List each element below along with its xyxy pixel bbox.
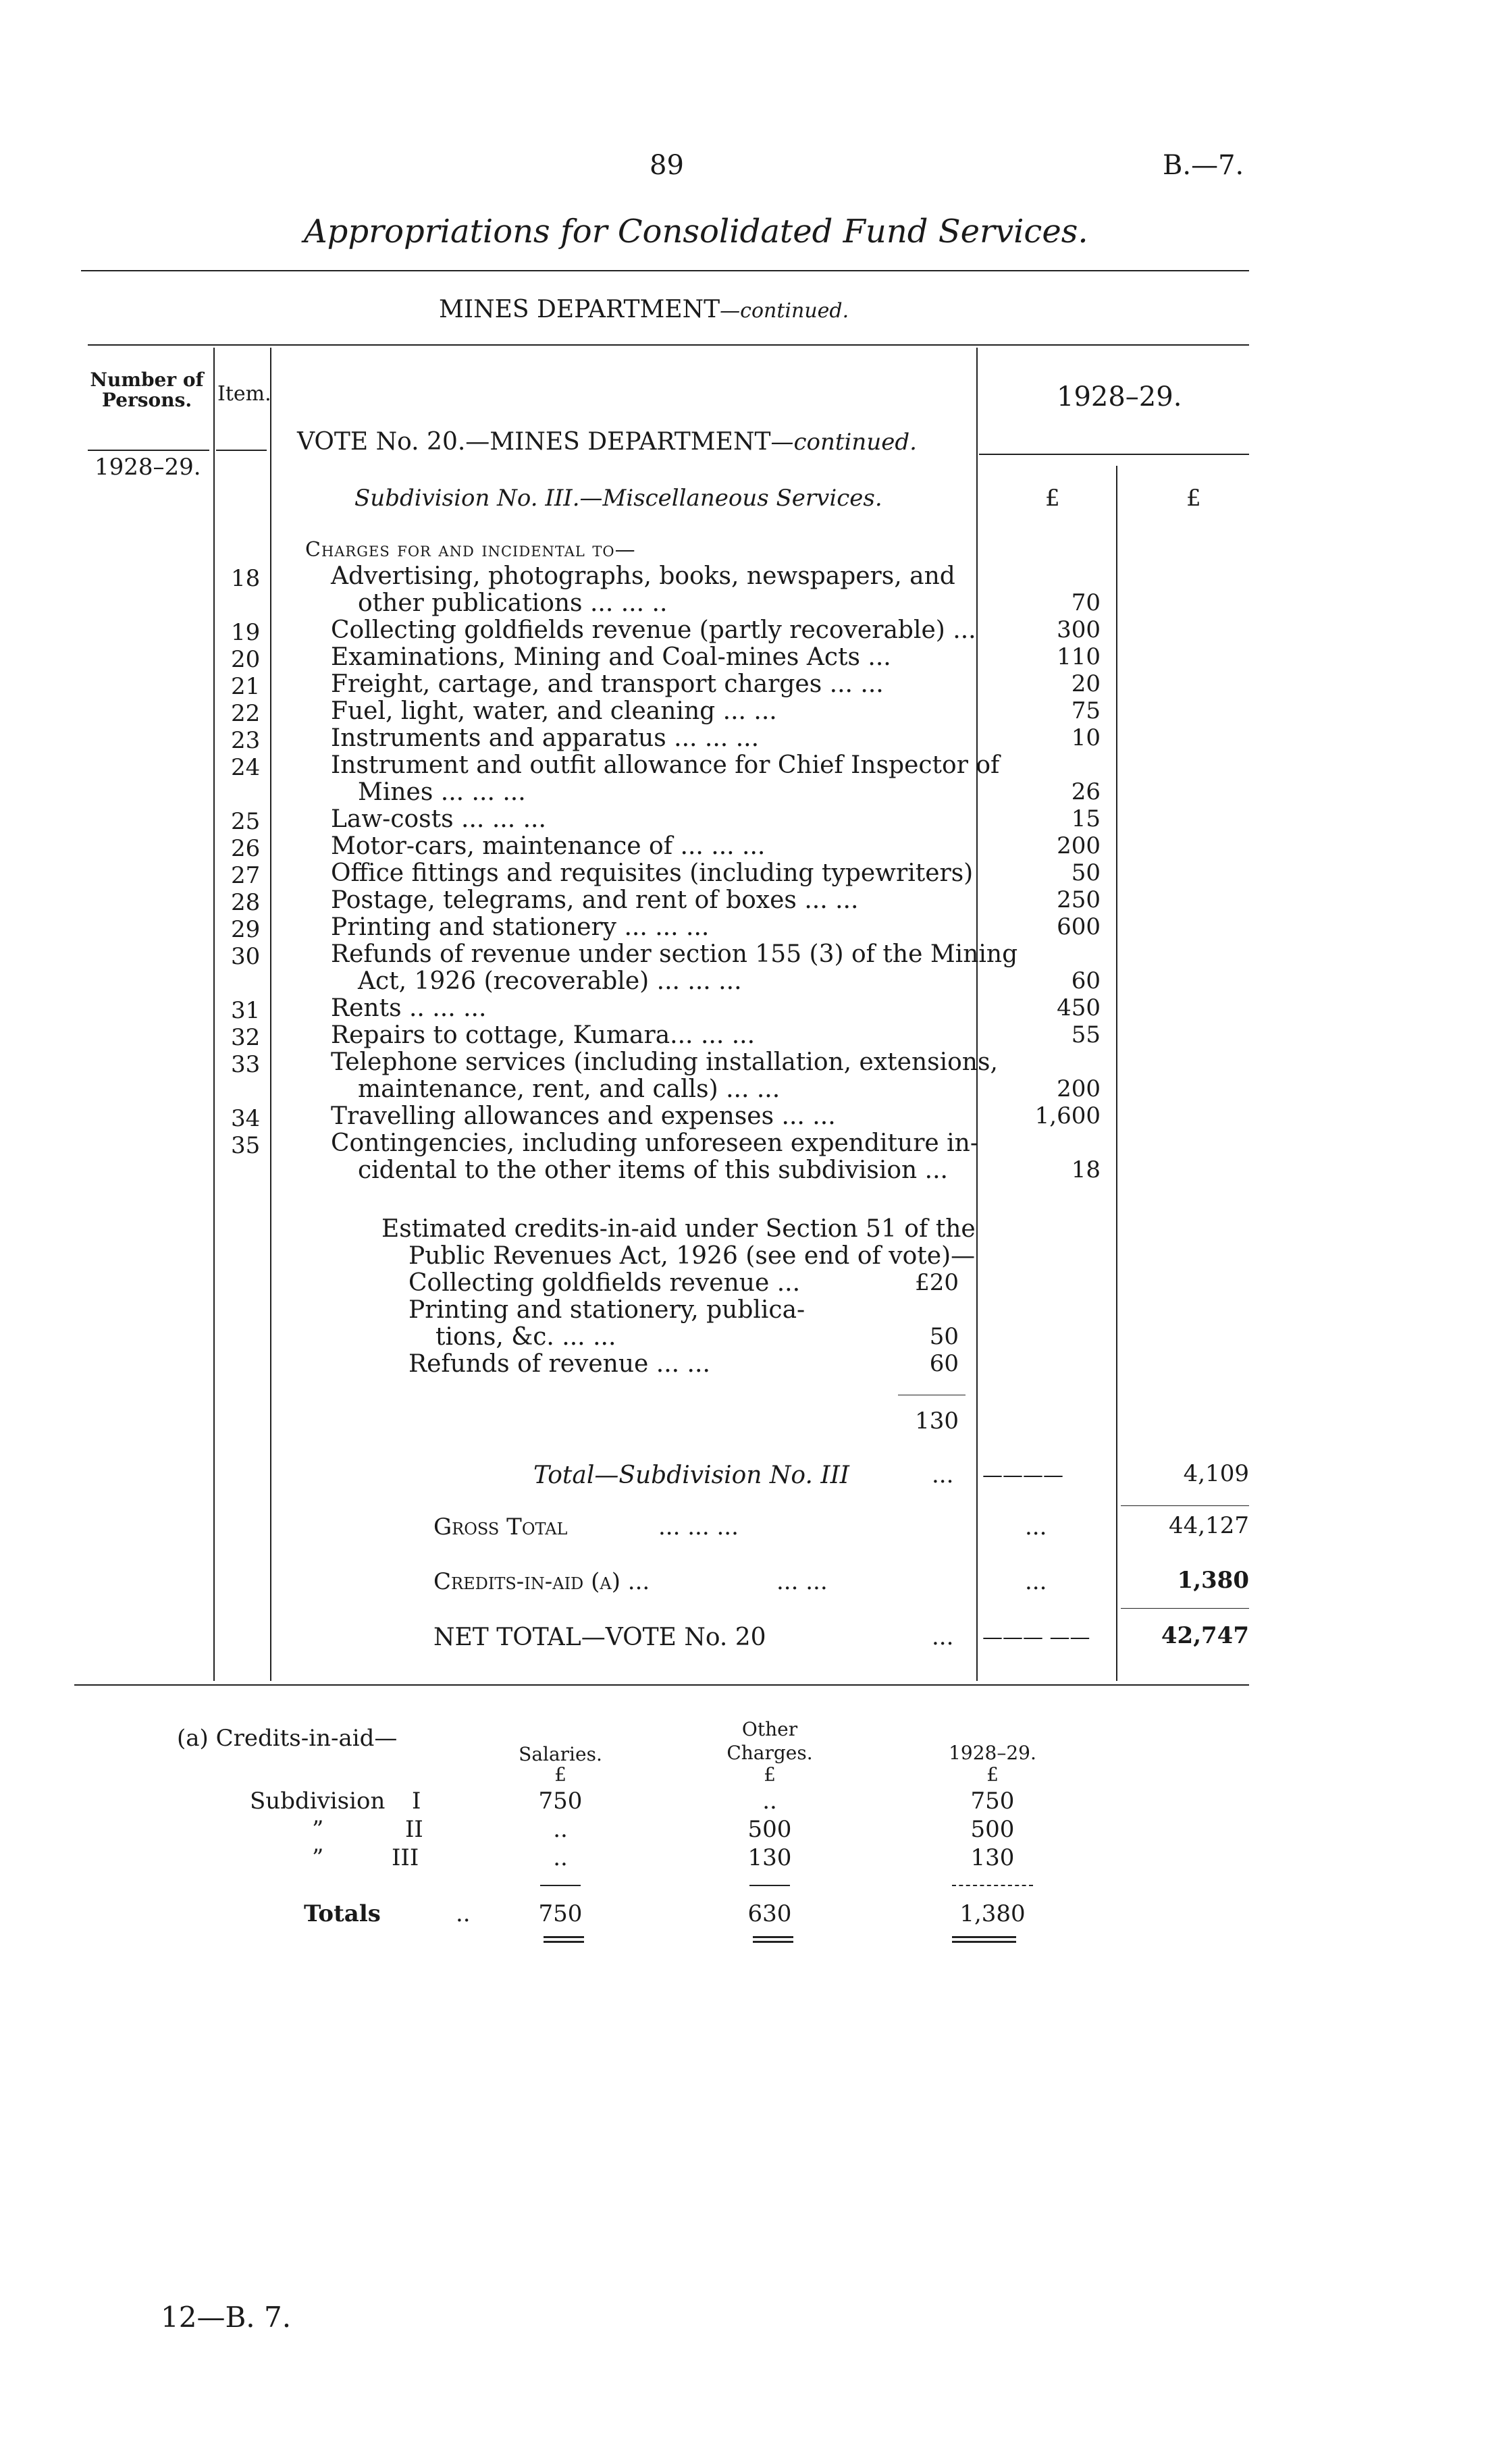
net-total-dash: ——— —— [982,1626,1090,1649]
item-amount: 200 [1057,832,1101,859]
item-number: 23 [231,727,261,754]
item-description-cont: maintenance, rent, and calls) ... ... [358,1075,781,1103]
subdivision-title: Subdivision No. III.—Miscellaneous Services. [354,485,882,512]
item-amount: 70 [1071,589,1101,616]
item-description: Collecting goldfields revenue (partly recoverable) ... [331,616,976,644]
footnote-row-other: .. [762,1788,777,1815]
footnote-totals-dots: .. [456,1900,471,1927]
credits-row-value: £20 [915,1269,959,1296]
item-description-cont: Act, 1926 (recoverable) ... ... ... [358,967,742,995]
item-description-cont: cidental to the other items of this subdivision ... [358,1156,948,1184]
item-description: Office fittings and requisites (including typewriters) [331,859,974,887]
credits-row-label: Refunds of revenue ... ... [408,1350,710,1378]
footnote-row-label: ” [312,1816,324,1843]
rule-top [81,270,1249,271]
footnote-totals-label: Totals [304,1900,381,1927]
page-number: 89 [650,150,684,181]
subdivision-total-value: 4,109 [1183,1460,1249,1487]
footnote-dbl-year-1 [952,1936,1016,1938]
gross-total-dots: ... ... ... [658,1514,739,1541]
rule-v-persons [213,348,215,1681]
vote-title-main: VOTE No. 20.—MINES DEPARTMENT [297,428,771,456]
footnote-col-other-1: Other [741,1718,798,1740]
year-header-left: 1928–29. [95,454,201,481]
item-amount: 55 [1071,1021,1101,1048]
footnote-row-salaries: 750 [538,1788,583,1815]
item-number: 25 [231,808,261,835]
item-description: Freight, cartage, and transport charges ... ... [331,670,884,698]
rule-table-top [88,344,1249,346]
footnote-row-year: 130 [970,1844,1015,1871]
net-total-value: 42,747 [1161,1622,1249,1649]
footnote-pound-other: £ [764,1763,776,1786]
item-description: Advertising, photographs, books, newspapers, and [331,562,955,590]
footnote-row-label: ” [312,1844,324,1871]
item-description: Printing and stationery ... ... ... [331,913,710,941]
department-suffix: —continued. [720,299,849,323]
item-number: 28 [231,889,261,916]
item-amount: 250 [1057,886,1101,913]
item-description: Contingencies, including unforeseen expenditure in- [331,1129,979,1157]
number-of-persons-header: Number of Persons. [90,369,204,411]
item-header: Item. [217,382,271,406]
footnote-row-year: 750 [970,1788,1015,1815]
credits-row-value: 60 [929,1350,959,1377]
item-number: 20 [231,646,261,673]
footnote-dbl-other-1 [753,1936,793,1938]
item-description: Instruments and apparatus ... ... ... [331,724,760,752]
net-rule [1121,1608,1249,1609]
gross-rule [1121,1505,1249,1506]
item-description: Law-costs ... ... ... [331,805,546,833]
item-amount: 200 [1057,1075,1101,1102]
pound-col2: £ [1186,485,1201,512]
rule-v-item [270,348,271,1681]
footnote-row-roman: II [405,1816,423,1843]
subdivision-total-dash: ———— [982,1464,1063,1487]
subdivision-total-label: Total—Subdivision No. III [533,1462,850,1489]
item-description: Postage, telegrams, and rent of boxes ... ... [331,886,859,914]
item-amount: 10 [1071,724,1101,751]
credits-row-label: tions, &c. ... ... [435,1323,616,1351]
credits-total: 130 [915,1408,959,1435]
item-description: Telephone services (including installation, extensions, [331,1048,998,1076]
item-description: Fuel, light, water, and cleaning ... ... [331,697,777,725]
item-number: 35 [231,1132,261,1159]
footnote-row-salaries: .. [553,1816,568,1843]
item-number: 26 [231,835,261,862]
footnote-dbl-salaries-1 [544,1936,584,1938]
credits-row-label: Collecting goldfields revenue ... [408,1269,801,1297]
gross-total-value: 44,127 [1169,1512,1249,1539]
item-amount: 18 [1071,1156,1101,1183]
item-amount: 600 [1057,913,1101,940]
department-name: MINES DEPARTMENT [439,296,720,323]
rule-head-item [216,450,267,451]
footnote-dbl-year-2 [952,1941,1016,1943]
footnote-totals-other: 630 [747,1900,792,1927]
footnote-rule-salaries [540,1885,581,1886]
rule-head-left [88,450,209,451]
footnote-row-label: Subdivision [250,1788,386,1815]
section-ref: B.—7. [1163,150,1244,181]
footnote-totals-salaries: 750 [538,1900,583,1927]
footnote-totals-year: 1,380 [959,1900,1026,1927]
vote-title [297,428,917,456]
item-number: 27 [231,862,261,889]
item-description: Travelling allowances and expenses ... ... [331,1102,836,1130]
credits-in-aid-value: 1,380 [1177,1567,1249,1594]
footnote-rule-year [952,1885,1033,1886]
item-description-cont: Mines ... ... ... [358,778,526,806]
item-number: 24 [231,754,261,781]
page-footer: 12—B. 7. [161,2301,292,2334]
rule-v-amount1 [976,348,978,1681]
net-total-dots: ... [932,1624,954,1651]
item-number: 19 [231,619,261,646]
department-heading [439,296,849,323]
item-description: Instrument and outfit allowance for Chief Inspector of [331,751,1000,779]
footnote-col-salaries: Salaries. [519,1743,602,1765]
credits-row-label: Printing and stationery, publica- [408,1296,805,1324]
item-amount: 300 [1057,616,1101,643]
footnote-row-other: 500 [747,1816,792,1843]
item-amount: 15 [1071,805,1101,832]
item-number: 18 [231,565,261,592]
item-description: Repairs to cottage, Kumara... ... ... [331,1021,756,1049]
footnote-row-salaries: .. [553,1844,568,1871]
footnote-rule-other [749,1885,790,1886]
item-number: 21 [231,673,261,700]
item-amount: 60 [1071,967,1101,994]
rule-head-right [979,454,1249,455]
credits-intro-cont: Public Revenues Act, 1926 (see end of vote)— [408,1242,976,1270]
item-description: Rents .. ... ... [331,994,487,1022]
footnote-col-year: 1928–29. [949,1742,1036,1764]
net-total-label: NET TOTAL—VOTE No. 20 [433,1624,766,1651]
item-number: 29 [231,916,261,943]
item-amount: 75 [1071,697,1101,724]
year-header-right: 1928–29. [1057,381,1182,412]
rule-table-bottom [74,1684,1249,1686]
item-amount: 26 [1071,778,1101,805]
item-description-cont: other publications ... ... .. [358,589,668,617]
footnote-row-roman: III [392,1844,419,1871]
footnote-row-roman: I [412,1788,421,1815]
item-number: 22 [231,700,261,727]
item-number: 34 [231,1105,261,1132]
credits-in-aid-label: Credits-in-aid (a) ... [433,1568,650,1595]
subdivision-total-dots: ... [932,1462,954,1489]
footnote-dbl-other-2 [753,1941,793,1943]
item-number: 33 [231,1051,261,1078]
footnote-dbl-salaries-2 [544,1941,584,1943]
item-amount: 50 [1071,859,1101,886]
credits-in-aid-dots: ... ... [776,1568,828,1595]
footnote-col-other-2: Charges. [726,1742,813,1764]
credits-in-aid-col1: ... [1025,1568,1047,1595]
gross-total-label: Gross Total [433,1514,568,1541]
footnote-heading: (a) Credits-in-aid— [177,1725,398,1752]
page-title: Appropriations for Consolidated Fund Services. [304,213,1088,250]
item-amount: 20 [1071,670,1101,697]
item-description: Examinations, Mining and Coal-mines Acts ... [331,643,891,671]
item-description: Refunds of revenue under section 155 (3) of the Mining [331,940,1018,968]
footnote-pound-year: £ [986,1763,999,1786]
credits-row-value: 50 [929,1323,959,1350]
item-description: Motor-cars, maintenance of ... ... ... [331,832,766,860]
charges-heading: Charges for and incidental to— [305,538,636,562]
rule-v-amount2 [1116,466,1117,1681]
pound-col1: £ [1045,485,1060,512]
item-amount: 1,600 [1034,1102,1101,1129]
item-number: 30 [231,943,261,970]
item-amount: 450 [1057,994,1101,1021]
item-number: 32 [231,1024,261,1051]
credits-intro: Estimated credits-in-aid under Section 51 of the [381,1215,976,1243]
footnote-row-other: 130 [747,1844,792,1871]
gross-total-col1: ... [1025,1514,1047,1541]
vote-title-suffix: —continued. [770,429,917,456]
item-number: 31 [231,997,261,1024]
item-amount: 110 [1057,643,1101,670]
footnote-row-year: 500 [970,1816,1015,1843]
footnote-pound-salaries: £ [554,1763,566,1786]
